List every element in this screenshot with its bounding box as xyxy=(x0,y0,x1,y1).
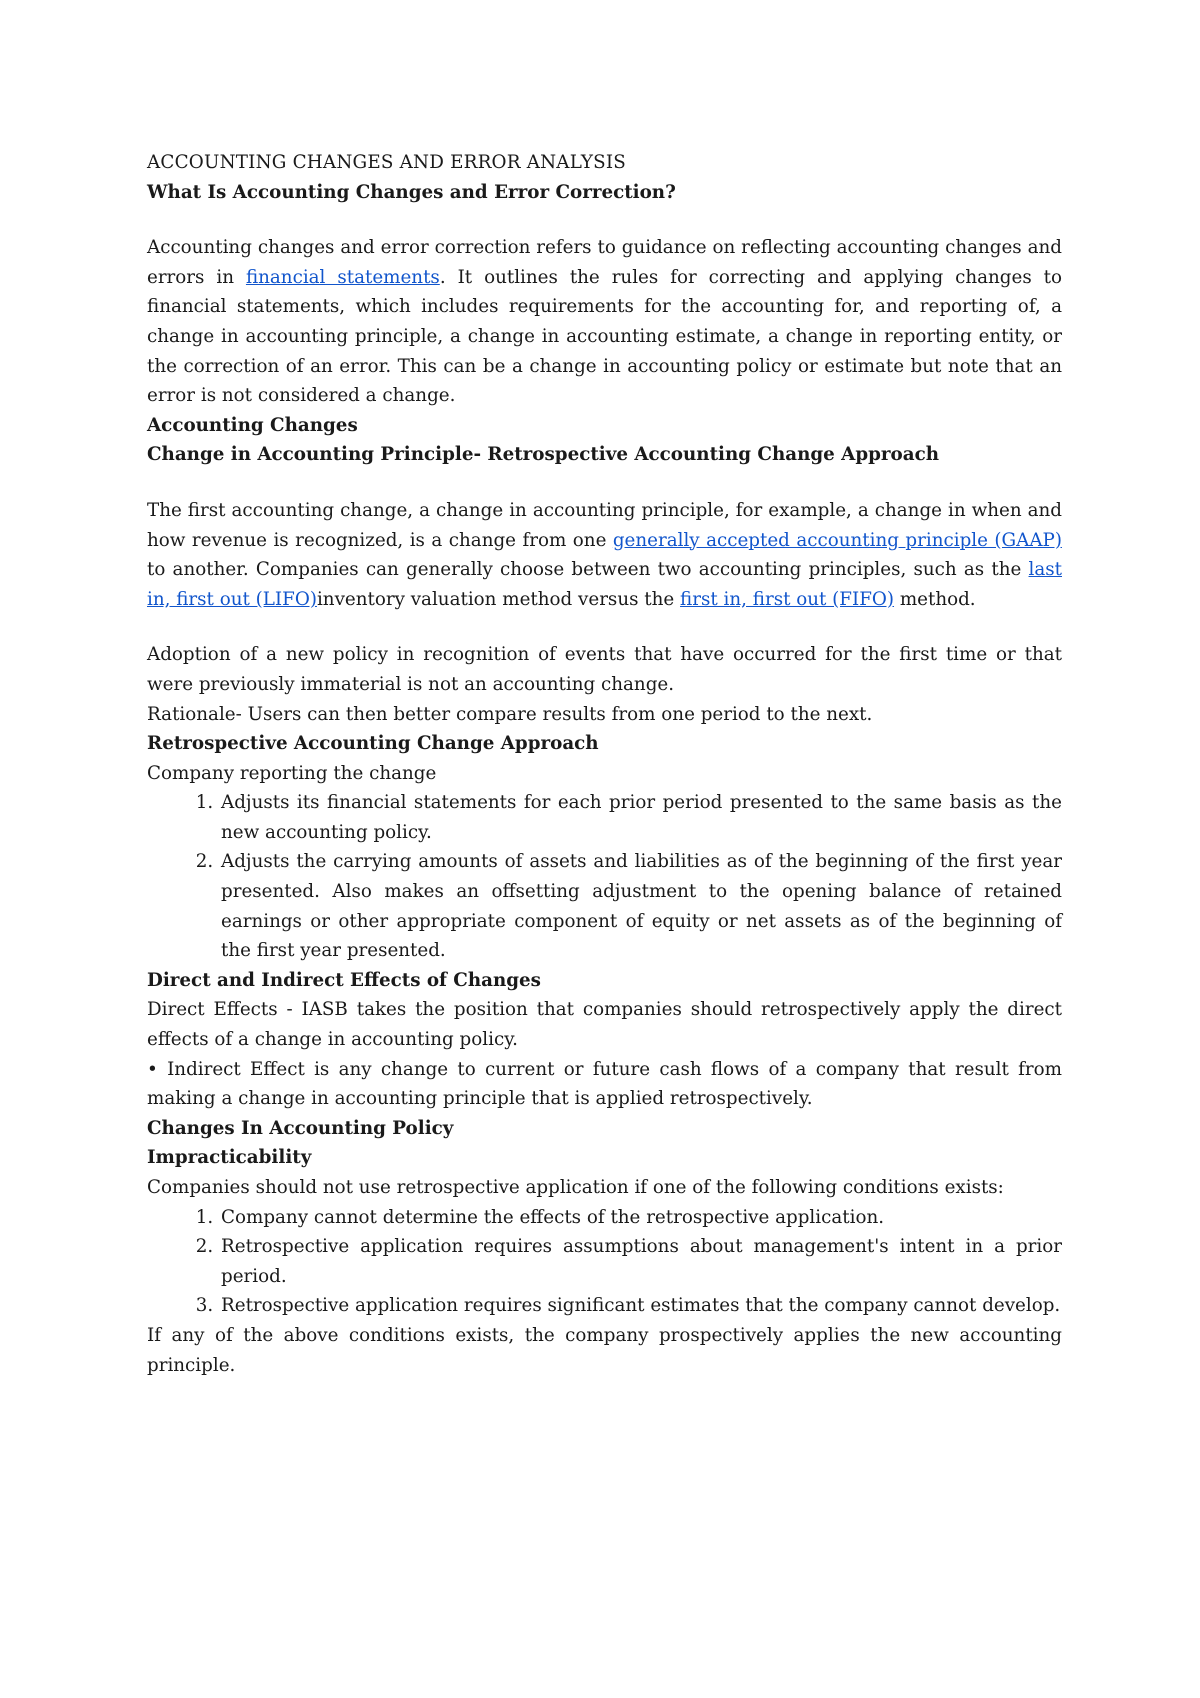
section-heading-retrospective: Retrospective Accounting Change Approach xyxy=(147,733,599,755)
text: inventory valuation method versus the xyxy=(316,588,681,610)
paragraph-conditions-intro: Companies should not use retrospective application if one of the following conditions exists: xyxy=(147,1177,1004,1198)
subheading-impracticability: Impracticability xyxy=(147,1147,312,1169)
text: . It outlines the rules for correcting and applying changes to financial statements, which includes requirements for the accounting for, and reporting of, a change in accounting principle, a change in accounting estimate, a change in reporting entity, or the correction of an error. This can be a change in accounting policy or estimate but note that an error is not considered a change. xyxy=(147,266,1062,407)
paragraph-intro: Company reporting the change xyxy=(147,762,437,784)
list-retrospective-steps xyxy=(147,788,1062,966)
list-item: 2. Retrospective application requires assumptions about management's intent in a prior period. xyxy=(219,1232,1062,1291)
link-gaap[interactable]: generally accepted accounting principle (GAAP) xyxy=(612,529,1062,551)
section-heading-direct-indirect: Direct and Indirect Effects of Changes xyxy=(147,969,541,991)
paragraph-conclusion: If any of the above conditions exists, the company prospectively applies the new accounting principle. xyxy=(147,1324,1062,1376)
link-lifo[interactable]: last in, first out (LIFO) xyxy=(147,559,1062,610)
text: Accounting changes and error correction refers to guidance on reflecting accounting changes and errors in xyxy=(147,237,1062,288)
subheading-change-in-principle: Change in Accounting Principle- Retrospective Accounting Change Approach xyxy=(147,444,939,466)
paragraph-first-change xyxy=(147,496,1062,614)
list-item: 3. Retrospective application requires significant estimates that the company cannot develop. xyxy=(219,1291,1062,1321)
section-heading-what-is: What Is Accounting Changes and Error Correction? xyxy=(147,181,676,203)
list-item: 1. Company cannot determine the effects of the retrospective application. xyxy=(219,1203,1062,1233)
paragraph-indirect-effect: • Indirect Effect is any change to current or future cash flows of a company that result from making a change in accounting principle that is applied retrospectively. xyxy=(147,1058,1062,1110)
section-heading-accounting-changes: Accounting Changes xyxy=(147,414,358,436)
section-heading-changes-policy: Changes In Accounting Policy xyxy=(147,1117,454,1139)
paragraph-direct-effects: Direct Effects - IASB takes the position that companies should retrospectively apply the direct effects of a change in accounting policy. xyxy=(147,999,1062,1051)
list-conditions xyxy=(147,1203,1062,1321)
text: The first accounting change, a change in accounting principle, for example, a change in when and how revenue is recognized, is a change from one xyxy=(147,499,1062,551)
paragraph-definition xyxy=(147,233,1062,411)
paragraph-adoption: Adoption of a new policy in recognition of events that have occurred for the first time or that were previously immaterial is not an accounting change. xyxy=(147,644,1062,695)
link-financial-statements[interactable]: financial statements xyxy=(245,266,440,288)
text: to another. Companies can generally choose between two accounting principles, such as the xyxy=(147,559,1029,581)
link-fifo[interactable]: first in, first out (FIFO) xyxy=(680,588,895,610)
document-title: ACCOUNTING CHANGES AND ERROR ANALYSIS xyxy=(147,152,627,173)
list-item: 2. Adjusts the carrying amounts of assets and liabilities as of the beginning of the first year presented. Also makes an offsetting adjustment to the opening balance of retained earnings or other appropriate component of equity or net assets as of the beginning of the first year presented. xyxy=(219,847,1062,965)
paragraph-rationale: Rationale- Users can then better compare results from one period to the next. xyxy=(147,703,873,725)
text: method. xyxy=(894,588,976,610)
list-item: 1. Adjusts its financial statements for each prior period presented to the same basis as the new accounting policy. xyxy=(219,788,1062,847)
